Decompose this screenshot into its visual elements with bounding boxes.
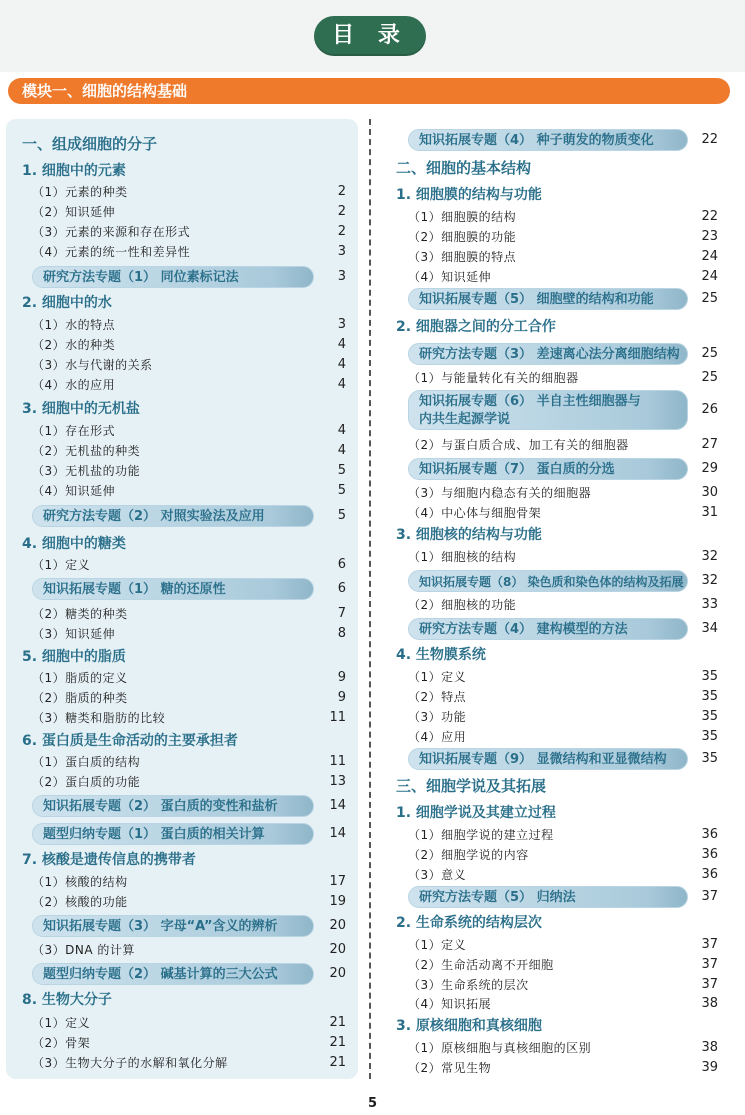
entry-title: （1）与能量转化有关的细胞器 [408,371,579,385]
toc-entry[interactable] [408,935,718,955]
entry-page: 38 [701,996,718,1011]
chapter-heading: 4. 细胞中的糖类 [22,536,126,552]
entry-title: （2）核酸的功能 [32,895,128,909]
entry-page: 2 [337,184,346,199]
toc-entry[interactable] [408,227,718,247]
toc-entry[interactable] [408,207,718,227]
chapter-heading: 1. 细胞中的元素 [22,163,126,179]
column-divider [369,119,371,1079]
entry-page: 32 [701,573,718,588]
toc-entry[interactable] [32,1013,346,1033]
toc-entry [408,130,718,150]
entry-title: （2）水的种类 [32,338,116,352]
topic-title: 知识拓展专题（8） 染色质和染色体的结构及拓展 [419,575,684,589]
toc-entry[interactable] [32,481,346,501]
entry-page: 21 [329,1015,346,1030]
toc-entry[interactable] [32,892,346,912]
entry-page: 22 [701,132,718,147]
entry-title: （1）细胞核的结构 [408,550,517,564]
entry-page: 35 [701,669,718,684]
entry-title: （4）知识拓展 [408,997,492,1011]
toc-entry[interactable] [408,994,718,1014]
entry-page: 6 [337,581,346,596]
toc-entry[interactable] [408,687,718,707]
chapter-heading: 3. 细胞中的无机盐 [22,401,140,417]
toc-entry[interactable] [32,940,346,960]
toc-entry [32,824,346,844]
toc-entry[interactable] [32,1053,346,1073]
entry-page: 2 [337,224,346,239]
topic-title-line-1: 知识拓展专题（6） 半自主性细胞器与 [419,394,641,409]
toc-entry [408,887,718,907]
entry-page: 34 [701,621,718,636]
entry-page: 5 [337,463,346,478]
entry-page: 14 [329,826,346,841]
entry-title: （2）知识延伸 [32,205,116,219]
toc-entry[interactable] [408,975,718,995]
entry-page: 30 [701,485,718,500]
toc-entry[interactable] [32,202,346,222]
toc-entry[interactable] [408,483,718,503]
chapter-heading: 8. 生物大分子 [22,992,112,1008]
entry-page: 7 [337,606,346,621]
entry-page: 3 [337,269,346,284]
toc-entry[interactable] [408,667,718,687]
toc-entry[interactable] [408,865,718,885]
entry-title: （1）蛋白质的结构 [32,755,141,769]
entry-title: （3）DNA 的计算 [32,943,135,957]
toc-entry[interactable] [408,368,718,388]
entry-page: 23 [701,229,718,244]
entry-title: （4）中心体与细胞骨架 [408,506,542,520]
toc-entry[interactable] [32,555,346,575]
entry-page: 36 [701,867,718,882]
entry-page: 21 [329,1055,346,1070]
chapter-heading: 2. 生命系统的结构层次 [396,915,542,931]
toc-entry[interactable] [32,668,346,688]
entry-title: （2）蛋白质的功能 [32,775,141,789]
page-number: 5 [367,1096,378,1111]
toc-entry[interactable] [408,503,718,523]
toc-entry [32,506,346,526]
entry-page: 22 [701,209,718,224]
entry-page: 35 [701,689,718,704]
toc-entry [408,400,718,420]
chapter-heading: 3. 细胞核的结构与功能 [396,527,542,543]
entry-title: （2）常见生物 [408,1061,492,1075]
topic-title-line-2: 内共生起源学说 [419,412,511,427]
toc-entry[interactable] [32,182,346,202]
toc-entry[interactable] [32,421,346,441]
entry-title: （1）存在形式 [32,424,116,438]
entry-title: （3）生命系统的层次 [408,978,529,992]
toc-entry[interactable] [408,845,718,865]
entry-page: 37 [701,977,718,992]
entry-page: 37 [701,937,718,952]
entry-page: 36 [701,827,718,842]
chapter-heading: 7. 核酸是遗传信息的携带者 [22,852,196,868]
entry-title: （1）细胞学说的建立过程 [408,828,554,842]
toc-entry[interactable] [32,461,346,481]
topic-title: 研究方法专题（5） 归纳法 [419,890,576,905]
entry-page: 26 [701,402,718,417]
entry-title: （4）应用 [408,730,467,744]
entry-title: （2）生命活动离不开细胞 [408,958,554,972]
entry-page: 31 [701,505,718,520]
topic-title: 研究方法专题（2） 对照实验法及应用 [43,509,265,524]
section-title: 一、组成细胞的分子 [22,135,158,153]
entry-page: 13 [329,774,346,789]
toc-entry [32,964,346,984]
entry-title: （2）糖类的种类 [32,607,128,621]
toc-entry[interactable] [32,752,346,772]
topic-title: 研究方法专题（1） 同位素标记法 [43,270,239,285]
toc-entry[interactable] [408,267,718,287]
entry-title: （1）脂质的定义 [32,671,128,685]
entry-title: （2）骨架 [32,1036,91,1050]
entry-title: （1）定义 [32,1016,91,1030]
topic-title: 知识拓展专题（7） 蛋白质的分选 [419,462,615,477]
chapter-heading: 2. 细胞中的水 [22,295,112,311]
toc-entry[interactable] [32,688,346,708]
toc-entry[interactable] [32,222,346,242]
entry-page: 24 [701,269,718,284]
entry-title: （2）细胞核的功能 [408,598,517,612]
entry-page: 38 [701,1040,718,1055]
toc-entry[interactable] [32,441,346,461]
entry-title: （2）细胞膜的功能 [408,230,517,244]
entry-page: 36 [701,847,718,862]
entry-page: 37 [701,957,718,972]
entry-page: 20 [329,918,346,933]
toc-entry [408,571,718,591]
toc-entry[interactable] [32,375,346,395]
toc-entry [32,267,346,287]
entry-page: 4 [337,443,346,458]
toc-entry [32,916,346,936]
section-title: 三、细胞学说及其拓展 [396,777,547,795]
module-banner: 模块一、细胞的结构基础 [8,78,730,104]
topic-title: 知识拓展专题（3） 字母“A”含义的辨析 [43,919,278,934]
entry-page: 4 [337,423,346,438]
toc-entry[interactable] [408,707,718,727]
chapter-heading: 2. 细胞器之间的分工合作 [396,319,556,335]
toc-entry [408,749,718,769]
entry-page: 20 [329,942,346,957]
entry-page: 24 [701,249,718,264]
topic-title: 题型归纳专题（1） 蛋白质的相关计算 [43,827,265,842]
entry-title: （2）与蛋白质合成、加工有关的细胞器 [408,438,629,452]
entry-page: 25 [701,291,718,306]
toc-entry[interactable] [32,708,346,728]
entry-title: （3）水与代谢的关系 [32,358,153,372]
entry-page: 3 [337,317,346,332]
entry-title: （1）水的特点 [32,318,116,332]
entry-page: 9 [337,690,346,705]
entry-page: 4 [337,377,346,392]
chapter-heading: 1. 细胞学说及其建立过程 [396,805,556,821]
page-title: 目 录 [314,16,426,56]
entry-page: 35 [701,751,718,766]
entry-page: 17 [329,874,346,889]
toc-entry[interactable] [32,1033,346,1053]
entry-page: 25 [701,346,718,361]
entry-page: 8 [337,626,346,641]
toc-entry [408,619,718,639]
entry-title: （3）生物大分子的水解和氧化分解 [32,1056,228,1070]
entry-title: （3）知识延伸 [32,627,116,641]
entry-title: （3）与细胞内稳态有关的细胞器 [408,486,592,500]
entry-page: 2 [337,204,346,219]
entry-page: 11 [329,710,346,725]
toc-entry[interactable] [408,1038,718,1058]
toc-entry [408,459,718,479]
toc-entry[interactable] [32,624,346,644]
entry-page: 35 [701,729,718,744]
toc-entry[interactable] [408,955,718,975]
entry-page: 32 [701,549,718,564]
entry-page: 5 [337,483,346,498]
entry-title: （3）意义 [408,868,467,882]
entry-title: （2）无机盐的种类 [32,444,141,458]
entry-page: 33 [701,597,718,612]
entry-title: （1）原核细胞与真核细胞的区别 [408,1041,592,1055]
entry-page: 37 [701,889,718,904]
topic-title: 知识拓展专题（9） 显微结构和亚显微结构 [419,752,667,767]
toc-entry[interactable] [32,315,346,335]
entry-title: （2）细胞学说的内容 [408,848,529,862]
entry-page: 21 [329,1035,346,1050]
entry-title: （4）元素的统一性和差异性 [32,245,191,259]
entry-title: （3）功能 [408,710,467,724]
entry-page: 6 [337,557,346,572]
entry-page: 27 [701,437,718,452]
entry-title: （3）元素的来源和存在形式 [32,225,191,239]
entry-page: 25 [701,370,718,385]
toc-entry[interactable] [408,727,718,747]
chapter-heading: 1. 细胞膜的结构与功能 [396,187,542,203]
toc-entry [32,796,346,816]
toc-entry[interactable] [32,335,346,355]
entry-title: （1）细胞膜的结构 [408,210,517,224]
entry-page: 11 [329,754,346,769]
entry-page: 4 [337,357,346,372]
toc-entry[interactable] [32,872,346,892]
topic-title: 题型归纳专题（2） 碱基计算的三大公式 [43,967,278,982]
toc-entry[interactable] [32,772,346,792]
toc-entry[interactable] [32,242,346,262]
entry-page: 35 [701,709,718,724]
toc-entry [32,579,346,599]
chapter-heading: 6. 蛋白质是生命活动的主要承担者 [22,733,238,749]
entry-title: （4）水的应用 [32,378,116,392]
entry-title: （1）定义 [32,558,91,572]
entry-title: （1）定义 [408,670,467,684]
topic-title: 知识拓展专题（1） 糖的还原性 [43,582,226,597]
chapter-heading: 4. 生物膜系统 [396,647,486,663]
entry-title: （1）核酸的结构 [32,875,128,889]
entry-page: 29 [701,461,718,476]
toc-entry[interactable] [408,825,718,845]
entry-page: 5 [337,508,346,523]
entry-page: 4 [337,337,346,352]
topic-title: 研究方法专题（3） 差速离心法分离细胞结构 [419,347,680,362]
entry-page: 19 [329,894,346,909]
chapter-heading: 3. 原核细胞和真核细胞 [396,1018,542,1034]
toc-entry [408,344,718,364]
topic-title: 知识拓展专题（4） 种子萌发的物质变化 [419,133,654,148]
entry-page: 3 [337,244,346,259]
entry-page: 9 [337,670,346,685]
toc-entry[interactable] [408,435,718,455]
topic-title: 知识拓展专题（5） 细胞壁的结构和功能 [419,292,654,307]
topic-title: 知识拓展专题（2） 蛋白质的变性和盐析 [43,799,278,814]
toc-entry[interactable] [408,595,718,615]
chapter-heading: 5. 细胞中的脂质 [22,649,126,665]
entry-page: 20 [329,966,346,981]
section-title: 二、细胞的基本结构 [396,159,532,177]
topic-title: 研究方法专题（4） 建构模型的方法 [419,622,628,637]
entry-title: （1）定义 [408,938,467,952]
toc-entry[interactable] [32,355,346,375]
entry-title: （3）糖类和脂肪的比较 [32,711,166,725]
entry-title: （3）无机盐的功能 [32,464,141,478]
entry-title: （2）脂质的种类 [32,691,128,705]
toc-entry[interactable] [408,247,718,267]
toc-entry[interactable] [408,547,718,567]
entry-title: （2）特点 [408,690,467,704]
entry-title: （4）知识延伸 [32,484,116,498]
entry-title: （4）知识延伸 [408,270,492,284]
toc-entry[interactable] [32,604,346,624]
entry-page: 14 [329,798,346,813]
entry-page: 39 [701,1060,718,1075]
toc-entry [408,289,718,309]
entry-title: （3）细胞膜的特点 [408,250,517,264]
toc-entry[interactable] [408,1058,718,1078]
entry-title: （1）元素的种类 [32,185,128,199]
